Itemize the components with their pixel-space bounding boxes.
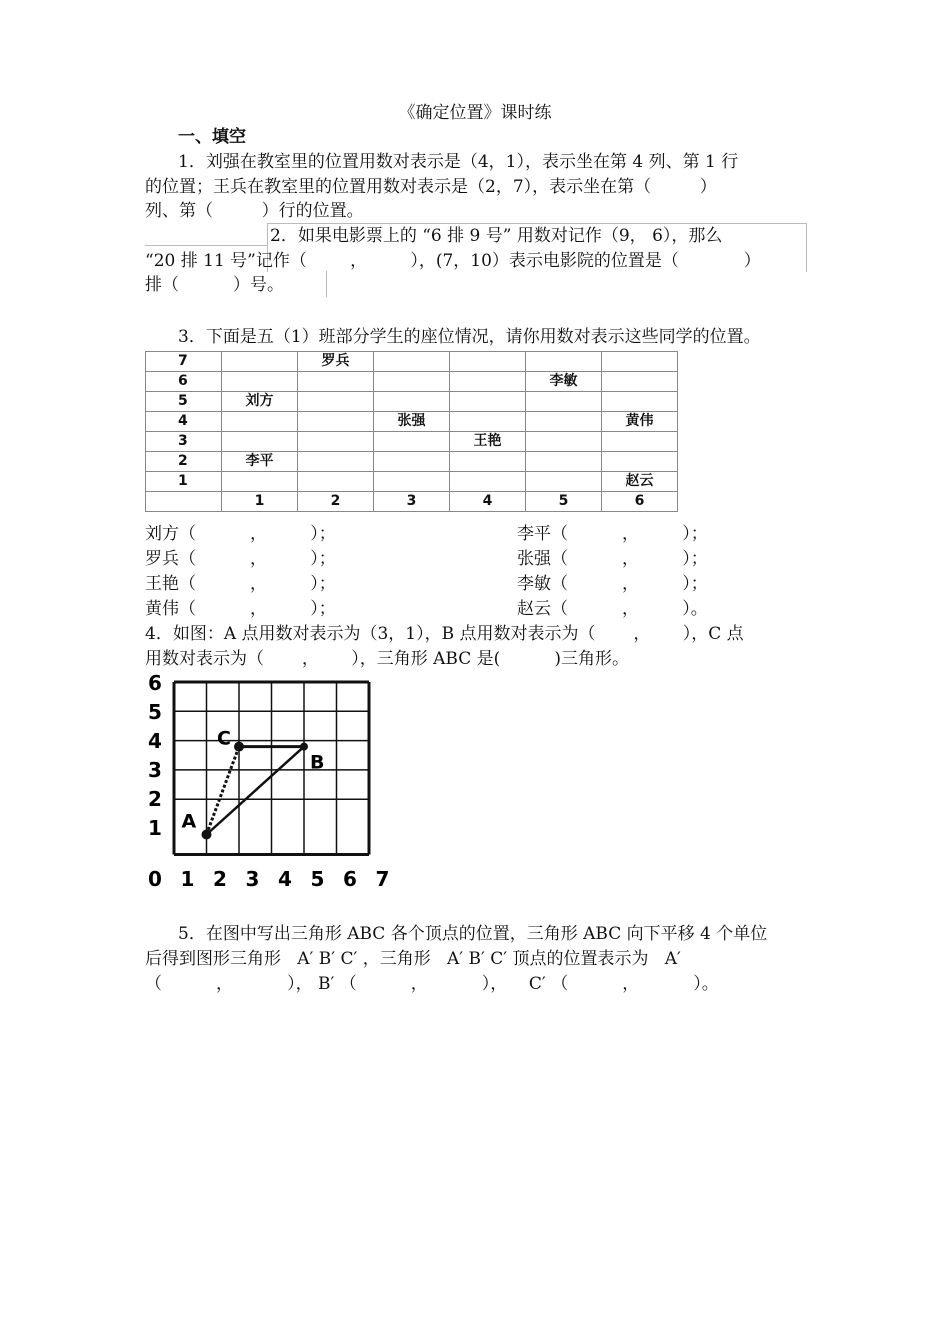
triangle-abc <box>182 728 325 840</box>
seat-cell <box>374 392 450 412</box>
table-row <box>146 472 678 492</box>
seat-cell <box>602 452 678 472</box>
seat-cell <box>298 452 374 472</box>
seat-cell <box>526 392 602 412</box>
q3-intro: 3．下面是五（1）班部分学生的座位情况，请你用数对表示这些同学的位置。 <box>178 327 761 347</box>
q1-line2: 的位置；王兵在教室里的位置用数对表示是（2，7），表示坐在第（ ） <box>145 177 717 197</box>
table-row <box>146 392 678 412</box>
row-label: 3 <box>146 432 222 452</box>
seat-cell <box>374 472 450 492</box>
q5-line2: 后得到图形三角形 A′ B′ C′ ，三角形 A′ B′ C′ 顶点的位置表示为 A′ <box>145 949 681 969</box>
section-heading: 一、填空 <box>178 127 246 147</box>
seat-table <box>145 351 678 512</box>
seat-cell: 刘方 <box>222 392 298 412</box>
q1-line3: 列、第（ ）行的位置。 <box>145 201 364 221</box>
y-tick-label: 2 <box>148 787 162 811</box>
seat-cell <box>602 392 678 412</box>
q4-line2: 用数对表示为（ ， ），三角形 ABC 是( )三角形。 <box>145 649 629 669</box>
seat-cell: 王艳 <box>450 432 526 452</box>
seat-cell: 罗兵 <box>298 352 374 372</box>
seat-cell <box>222 372 298 392</box>
point-c <box>234 742 244 752</box>
point-b <box>300 743 308 751</box>
answer-wangyan: 王艳（ ， ）； <box>145 574 336 594</box>
row-label: 4 <box>146 412 222 432</box>
row-label: 2 <box>146 452 222 472</box>
corner-cell <box>146 492 222 512</box>
seat-cell <box>374 452 450 472</box>
answer-liufang: 刘方（ ， ）； <box>145 524 336 544</box>
x-tick-label: 7 <box>375 867 390 891</box>
label-a: A <box>181 810 197 833</box>
table-row <box>146 412 678 432</box>
seat-cell <box>222 352 298 372</box>
y-tick-label: 3 <box>148 758 162 782</box>
seat-cell <box>526 352 602 372</box>
y-tick-label: 1 <box>148 816 162 840</box>
answer-limin: 李敏（ ， ）； <box>517 574 708 594</box>
x-tick-label: 3 <box>245 867 260 891</box>
seat-cell: 赵云 <box>602 472 678 492</box>
y-tick-label: 6 <box>148 672 162 695</box>
q2-frame-left <box>145 245 267 246</box>
label-b: B <box>310 751 325 774</box>
answer-luobing: 罗兵（ ， ）； <box>145 549 336 569</box>
column-label: 4 <box>450 492 526 512</box>
answer-zhaoyun: 赵云（ ， ）。 <box>517 599 708 619</box>
page-title: 《确定位置》课时练 <box>398 103 552 123</box>
column-label: 6 <box>602 492 678 512</box>
seat-cell <box>298 432 374 452</box>
seat-cell <box>526 412 602 432</box>
seat-cell: 李平 <box>222 452 298 472</box>
seat-cell: 张强 <box>374 412 450 432</box>
y-tick-label: 4 <box>148 729 162 753</box>
seat-cell <box>450 352 526 372</box>
seat-cell <box>374 352 450 372</box>
seat-cell <box>602 432 678 452</box>
seat-cell <box>450 372 526 392</box>
column-label: 3 <box>374 492 450 512</box>
label-c: C <box>217 727 231 750</box>
table-row <box>146 372 678 392</box>
x-tick-label: 1 <box>180 867 195 891</box>
point-a <box>202 830 212 840</box>
q1-line1: 1．刘强在教室里的位置用数对表示是（4，1），表示坐在第 4 列、第 1 行 <box>178 152 739 172</box>
seat-cell <box>602 372 678 392</box>
seat-cell <box>298 392 374 412</box>
seat-cell <box>222 412 298 432</box>
q2-line3: 排（ ）号。 <box>145 275 285 295</box>
column-label: 2 <box>298 492 374 512</box>
seat-cell <box>298 372 374 392</box>
table-row <box>146 452 678 472</box>
seat-cell <box>526 452 602 472</box>
segment-ab <box>207 747 305 835</box>
seat-cell: 李敏 <box>526 372 602 392</box>
seat-cell <box>602 352 678 372</box>
grid-lines <box>174 682 369 855</box>
row-label: 1 <box>146 472 222 492</box>
q5-line3: （ ， ）， B′ （ ， ）， C′ （ ， ）。 <box>145 974 719 994</box>
answer-liping: 李平（ ， ）； <box>517 524 708 544</box>
x-tick-label: 0 <box>148 867 162 891</box>
y-axis-labels <box>148 672 162 840</box>
seat-cell <box>374 372 450 392</box>
seat-cell <box>298 412 374 432</box>
coordinate-grid <box>140 672 420 892</box>
answer-huangwei: 黄伟（ ， ）； <box>145 599 336 619</box>
x-tick-label: 4 <box>278 867 292 891</box>
seat-cell <box>298 472 374 492</box>
seat-cell <box>450 452 526 472</box>
seat-cell <box>222 472 298 492</box>
seat-cell <box>450 472 526 492</box>
row-label: 5 <box>146 392 222 412</box>
q2-frame-bottom <box>326 271 327 297</box>
q5-line1: 5．在图中写出三角形 ABC 各个顶点的位置，三角形 ABC 向下平移 4 个单位 <box>178 924 768 944</box>
q4-line1: 4．如图：A 点用数对表示为（3，1），B 点用数对表示为（ ， ），C 点 <box>145 624 744 644</box>
x-tick-label: 6 <box>343 867 357 891</box>
seat-cell <box>450 392 526 412</box>
column-label-row <box>146 492 678 512</box>
seat-cell <box>450 412 526 432</box>
seat-cell <box>526 472 602 492</box>
q2-line1: 2．如果电影票上的 “6 排 9 号” 用数对记作（9， 6），那么 <box>270 226 723 246</box>
x-tick-label: 2 <box>213 867 227 891</box>
column-label: 5 <box>526 492 602 512</box>
table-row <box>146 352 678 372</box>
x-axis-labels <box>148 867 389 891</box>
y-tick-label: 5 <box>148 700 162 724</box>
table-row <box>146 432 678 452</box>
answer-zhangqiang: 张强（ ， ）； <box>517 549 708 569</box>
seat-cell <box>526 432 602 452</box>
x-tick-label: 5 <box>310 867 325 891</box>
seat-cell: 黄伟 <box>602 412 678 432</box>
row-label: 6 <box>146 372 222 392</box>
q2-line2: “20 排 11 号”记作（ ， ），(7，10）表示电影院的位置是（ ） <box>145 251 761 271</box>
column-label: 1 <box>222 492 298 512</box>
row-label: 7 <box>146 352 222 372</box>
seat-cell <box>374 432 450 452</box>
seat-cell <box>222 432 298 452</box>
